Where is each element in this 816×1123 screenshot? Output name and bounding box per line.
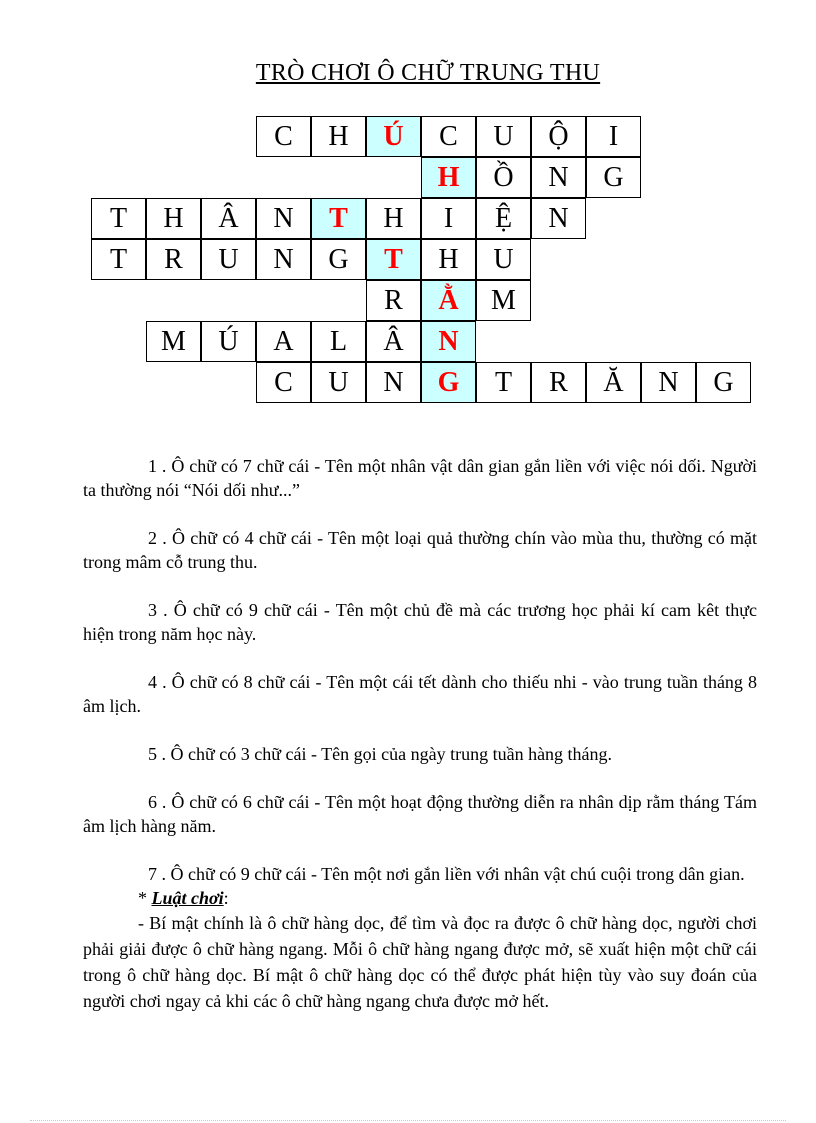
crossword-cell: R [531, 362, 586, 403]
crossword-key-cell: N [421, 321, 476, 362]
clue-6: 6 . Ô chữ có 6 chữ cái - Tên một hoạt động thường diễn ra nhân dịp rằm tháng Tám âm lịch hàng năm. [83, 792, 757, 836]
crossword-key-cell: Ằ [421, 280, 476, 321]
crossword-cell: G [586, 157, 641, 198]
crossword-cell: I [421, 198, 476, 239]
crossword-cell: N [366, 362, 421, 403]
crossword-cell: A [256, 321, 311, 362]
page-footer-divider [30, 1120, 786, 1121]
crossword-cell: R [366, 280, 421, 321]
rules-prefix: * [138, 888, 152, 908]
crossword-cell: Ộ [531, 116, 586, 157]
crossword-cell: M [476, 280, 531, 321]
crossword-cell: Ă [586, 362, 641, 403]
crossword-cell: U [476, 239, 531, 280]
clue-1: 1 . Ô chữ có 7 chữ cái - Tên một nhân vật dân gian gắn liền với việc nói dối. Người ta thường nói “Nói dối như...” [83, 456, 757, 500]
crossword-cell: N [641, 362, 696, 403]
rules-heading [83, 886, 757, 910]
crossword-cell: G [696, 362, 751, 403]
page-title: TRÒ CHƠI Ô CHỮ TRUNG THU [255, 60, 601, 86]
crossword-cell: Ồ [476, 157, 531, 198]
crossword-cell: Â [366, 321, 421, 362]
crossword-cell: L [311, 321, 366, 362]
rules-heading-label: Luật chơi [151, 888, 224, 908]
crossword-cell: C [256, 362, 311, 403]
crossword-cell: U [476, 116, 531, 157]
crossword-cell: R [146, 239, 201, 280]
clue-7: 7 . Ô chữ có 9 chữ cái - Tên một nơi gắn liền với nhân vật chú cuội trong dân gian. [148, 864, 745, 884]
rules-text: - Bí mật chính là ô chữ hàng dọc, để tìm và đọc ra được ô chữ hàng dọc, người chơi phải giải được ô chữ hàng ngang. Mỗi ô chữ hàng ngang được mở, sẽ xuất hiện một chữ cái trong ô chữ hàng dọc. Bí mật ô chữ hàng dọc có thể được phát hiện tùy vào suy đoán của người chơi ngay cả khi các ô chữ hàng ngang chưa được mở hết. [83, 913, 757, 1011]
crossword-key-cell: H [421, 157, 476, 198]
clue-5: 5 . Ô chữ có 3 chữ cái - Tên gọi của ngày trung tuần hàng tháng. [148, 744, 613, 764]
clue-4: 4 . Ô chữ có 8 chữ cái - Tên một cái tết dành cho thiếu nhi - vào trung tuần tháng 8 âm lịch. [83, 672, 757, 716]
crossword-key-cell: T [311, 198, 366, 239]
clue-3: 3 . Ô chữ có 9 chữ cái - Tên một chủ đề mà các trương học phải kí cam kêt thực hiện trong năm học này. [83, 600, 757, 644]
crossword-cell: H [421, 239, 476, 280]
clue-2: 2 . Ô chữ có 4 chữ cái - Tên một loại quả thường chín vào mùa thu, thường có mặt trong mâm cỗ trung thu. [83, 528, 757, 572]
rules-colon: : [223, 888, 229, 908]
crossword-cell: Ú [201, 321, 256, 362]
crossword-cell: N [531, 157, 586, 198]
crossword-cell: U [201, 239, 256, 280]
crossword-key-cell: T [366, 239, 421, 280]
crossword-cell: H [311, 116, 366, 157]
crossword-cell: T [476, 362, 531, 403]
crossword-cell: N [256, 198, 311, 239]
crossword-cell: U [311, 362, 366, 403]
crossword-cell: G [311, 239, 366, 280]
crossword-cell: T [91, 239, 146, 280]
crossword-cell: T [91, 198, 146, 239]
crossword-cell: N [531, 198, 586, 239]
crossword-cell: H [146, 198, 201, 239]
crossword-cell: C [421, 116, 476, 157]
crossword-cell: N [256, 239, 311, 280]
crossword-cell: C [256, 116, 311, 157]
clue-list [83, 454, 757, 1014]
crossword-cell: Ệ [476, 198, 531, 239]
crossword-cell: Â [201, 198, 256, 239]
crossword-cell: I [586, 116, 641, 157]
crossword-cell: M [146, 321, 201, 362]
crossword-key-cell: Ú [366, 116, 421, 157]
crossword-key-cell: G [421, 362, 476, 403]
crossword-cell: H [366, 198, 421, 239]
